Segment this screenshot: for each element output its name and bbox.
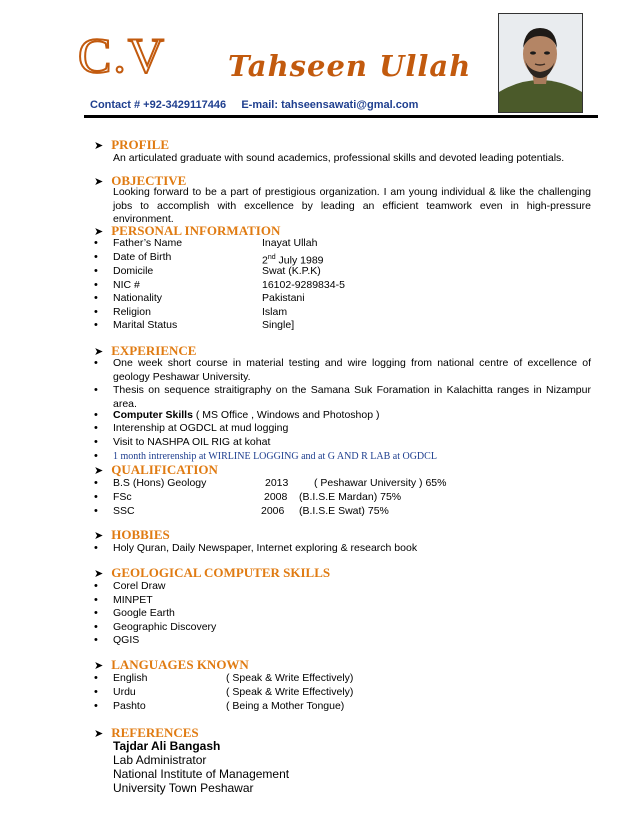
section-heading-objective: ➤ OBJECTIVE [94,173,187,188]
section-heading-languages: ➤ LANGUAGES KNOWN [94,657,249,672]
bullet-dot-icon: • [94,306,98,318]
arrowhead-icon: ➤ [94,659,104,672]
personal-value: Single] [262,319,295,331]
profile-text: An articulated graduate with sound academics, professional skills and devoted leading potentials. [113,152,565,164]
personal-value: 16102-9289834-5 [262,279,345,291]
section-heading-references: ➤ REFERENCES [94,725,199,740]
reference-line: National Institute of Management [113,767,290,781]
bullet-dot-icon: • [94,292,98,304]
personal-label: Marital Status [113,319,178,331]
candidate-name: Tahseen Ullah [228,49,472,83]
bullet-dot-icon: • [94,634,98,646]
section-heading-personal: ➤ PERSONAL INFORMATION [94,223,281,238]
bullet-dot-icon: • [94,422,98,434]
personal-label: Date of Birth [113,251,172,263]
personal-label: NIC # [113,279,140,291]
arrowhead-icon: ➤ [94,464,104,477]
personal-value: 2nd July 1989 [262,254,324,267]
bullet-dot-icon: • [94,319,98,331]
bullet-dot-icon: • [94,686,98,698]
bullet-dot-icon: • [94,265,98,277]
bullet-dot-icon: • [94,279,98,291]
bullet-dot-icon: • [94,357,98,369]
bullet-dot-icon: • [94,700,98,712]
profile-photo [498,13,583,113]
bullet-dot-icon: • [94,491,98,503]
personal-value: Swat (K.P.K) [262,265,321,277]
bullet-dot-icon: • [94,251,98,263]
bullet-dot-icon: • [94,409,98,421]
bullet-dot-icon: • [94,542,98,554]
personal-label: Father’s Name [113,237,183,249]
bullet-dot-icon: • [94,450,98,462]
personal-value: Islam [262,306,288,318]
personal-label: Nationality [113,292,163,304]
arrowhead-icon: ➤ [94,727,104,740]
arrowhead-icon: ➤ [94,175,104,188]
section-heading-geo-skills: ➤ GEOLOGICAL COMPUTER SKILLS [94,565,331,580]
section-heading-hobbies: ➤ HOBBIES [94,527,170,542]
bullet-dot-icon: • [94,580,98,592]
section-heading-experience: ➤ EXPERIENCE [94,343,197,358]
bullet-dot-icon: • [94,621,98,633]
arrowhead-icon: ➤ [94,529,104,542]
bullet-dot-icon: • [94,607,98,619]
bullet-dot-icon: • [94,505,98,517]
bullet-dot-icon: • [94,672,98,684]
arrowhead-icon: ➤ [94,225,104,238]
arrowhead-icon: ➤ [94,567,104,580]
reference-line: Lab Administrator [113,753,207,767]
reference-name: Tajdar Ali Bangash [113,739,221,753]
bullet-dot-icon: • [94,384,98,396]
bullet-dot-icon: • [94,237,98,249]
bullet-dot-icon: • [94,436,98,448]
bullet-dot-icon: • [94,594,98,606]
arrowhead-icon: ➤ [94,139,104,152]
cv-logo: C.V [78,27,166,83]
arrowhead-icon: ➤ [94,345,104,358]
reference-line: University Town Peshawar [113,781,254,795]
objective-text: Looking forward to be a part of prestigious organization. I am young individual & like the challenging jobs to accomplish with excellence by leading an efficient teamwork even in high-pressure environment. [113,186,591,225]
section-heading-qualification: ➤ QUALIFICATION [94,462,218,477]
personal-value: Pakistani [262,292,305,304]
personal-label: Religion [113,306,151,318]
contact-line: Contact # +92-3429117446 E-mail: tahseensawati@gmal.com [90,99,419,111]
bullet-dot-icon: • [94,477,98,489]
section-heading-profile: ➤ PROFILE [94,137,170,152]
personal-label: Domicile [113,265,154,277]
personal-value: Inayat Ullah [262,237,318,249]
header-divider [84,115,598,118]
